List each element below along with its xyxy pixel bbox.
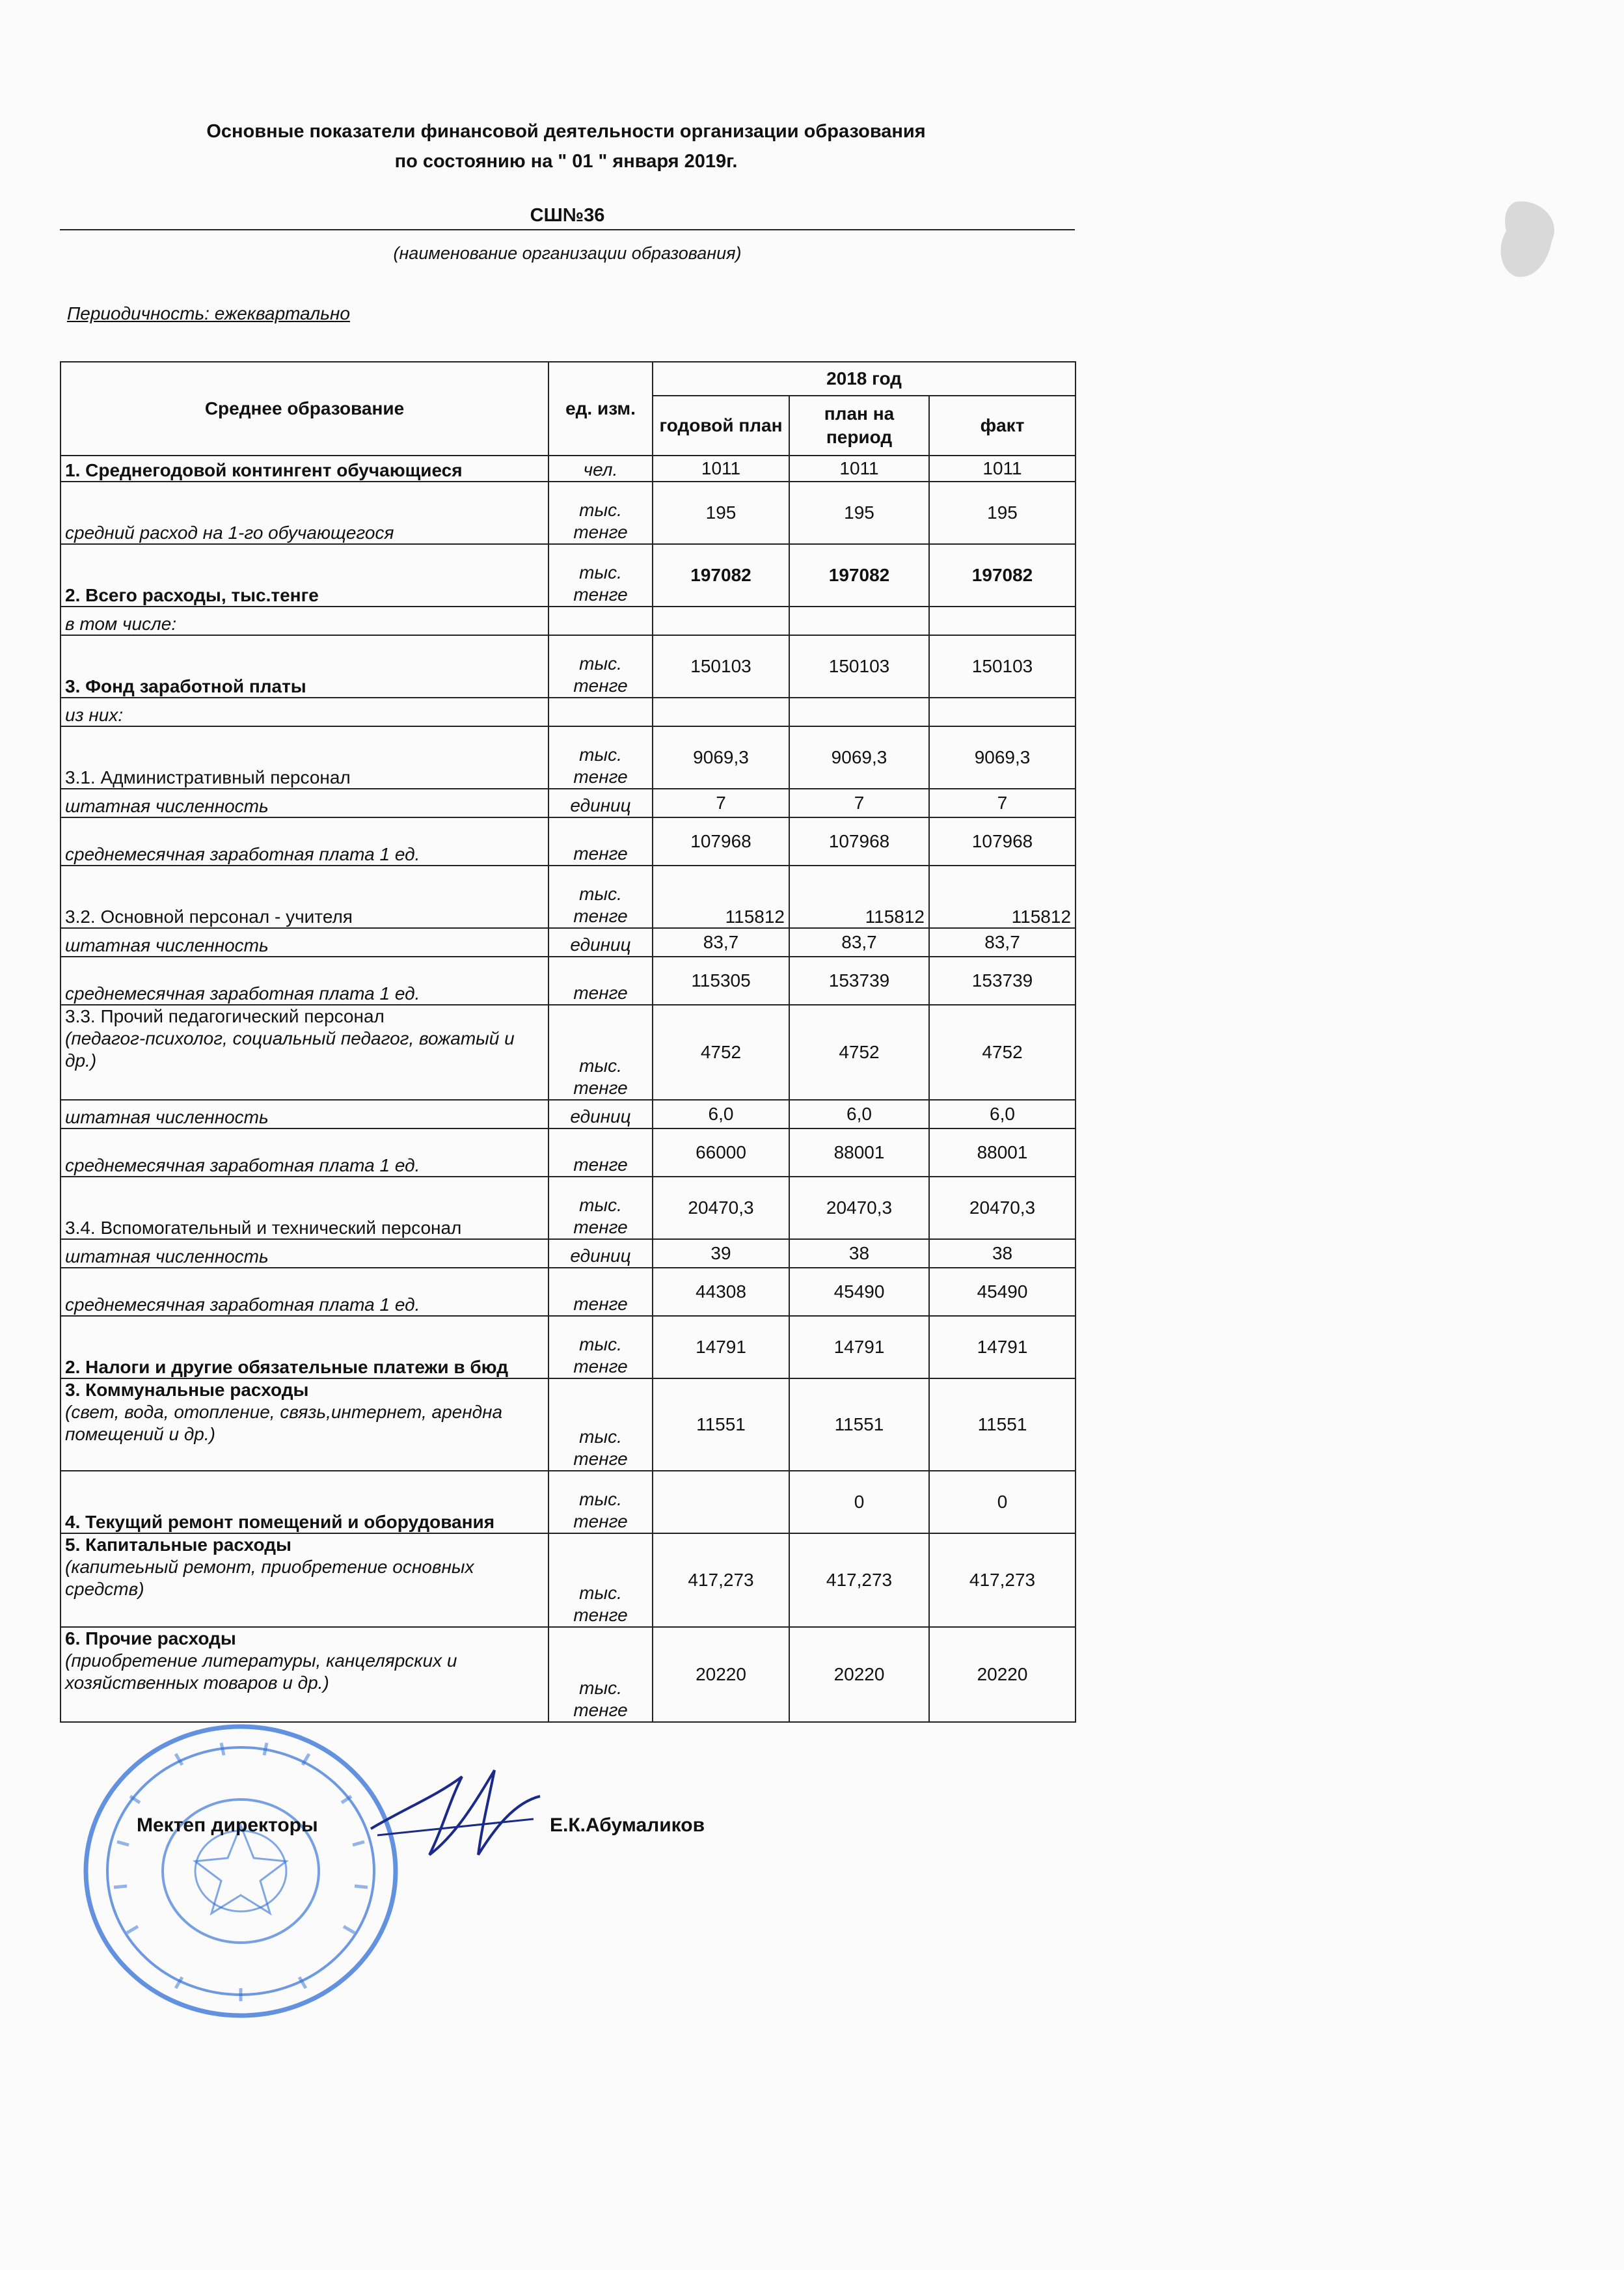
row-unit: единиц xyxy=(548,928,653,957)
value-fact: 417,273 xyxy=(929,1533,1076,1627)
row-unit: тыс. тенге xyxy=(548,635,653,698)
value-fact: 150103 xyxy=(929,635,1076,698)
organization-caption: (наименование организации образования) xyxy=(393,243,742,263)
table-row xyxy=(61,866,1076,928)
row-unit: тыс. тенге xyxy=(548,726,653,789)
value-plan-period: 83,7 xyxy=(789,928,929,957)
value-plan-year xyxy=(653,607,789,635)
value-plan-period xyxy=(789,607,929,635)
value-plan-period: 417,273 xyxy=(789,1533,929,1627)
row-name xyxy=(61,866,548,928)
row-name xyxy=(61,544,548,607)
value-plan-period: 153739 xyxy=(789,957,929,1005)
table-row xyxy=(61,1268,1076,1316)
table-row xyxy=(61,1378,1076,1471)
row-unit: единиц xyxy=(548,1239,653,1268)
row-name-text: среднемесячная заработная плата 1 ед. xyxy=(65,1155,420,1175)
row-unit: тыс. тенге xyxy=(548,1177,653,1239)
table-row xyxy=(61,698,1076,726)
row-name-text: 3. Коммунальные расходы xyxy=(65,1380,309,1400)
value-plan-year: 9069,3 xyxy=(653,726,789,789)
table-row xyxy=(61,789,1076,817)
value-fact: 115812 xyxy=(929,866,1076,928)
value-plan-year xyxy=(653,1471,789,1533)
value-plan-year xyxy=(653,698,789,726)
value-plan-period: 14791 xyxy=(789,1316,929,1378)
row-name-text: из них: xyxy=(65,705,124,725)
value-fact: 38 xyxy=(929,1239,1076,1268)
value-plan-period: 9069,3 xyxy=(789,726,929,789)
value-plan-year: 115305 xyxy=(653,957,789,1005)
row-name xyxy=(61,1239,548,1268)
row-name-subtext: (приобретение литературы, канцелярских и хозяйственных товаров и др.) xyxy=(65,1650,457,1693)
row-unit: тыс. тенге xyxy=(548,544,653,607)
row-name xyxy=(61,1128,548,1177)
table-row xyxy=(61,957,1076,1005)
value-plan-period: 0 xyxy=(789,1471,929,1533)
row-unit: тыс. тенге xyxy=(548,866,653,928)
table-row xyxy=(61,817,1076,866)
row-unit: тенге xyxy=(548,1268,653,1316)
row-name-subtext: (педагог-психолог, социальный педагог, вожатый и др.) xyxy=(65,1028,515,1071)
value-fact: 45490 xyxy=(929,1268,1076,1316)
value-plan-year: 20470,3 xyxy=(653,1177,789,1239)
value-plan-year: 7 xyxy=(653,789,789,817)
round-stamp xyxy=(78,1718,403,2024)
row-unit: тыс. тенге xyxy=(548,482,653,544)
scan-smudge xyxy=(1490,195,1568,286)
row-name-text: 2. Всего расходы, тыс.тенге xyxy=(65,585,319,605)
row-name-text: среднемесячная заработная плата 1 ед. xyxy=(65,983,420,1004)
row-name-text: штатная численность xyxy=(65,1107,269,1127)
row-name xyxy=(61,928,548,957)
header-plan-period: план на период xyxy=(789,396,929,456)
row-unit: тыс. тенге xyxy=(548,1316,653,1378)
value-fact: 11551 xyxy=(929,1378,1076,1471)
row-name xyxy=(61,1316,548,1378)
signature-row xyxy=(137,1814,787,1853)
value-plan-year: 83,7 xyxy=(653,928,789,957)
value-plan-year: 20220 xyxy=(653,1627,789,1722)
row-unit: единиц xyxy=(548,1100,653,1128)
table-row xyxy=(61,1471,1076,1533)
value-plan-period xyxy=(789,698,929,726)
value-fact: 20220 xyxy=(929,1627,1076,1722)
value-plan-year: 1011 xyxy=(653,456,789,482)
value-fact: 6,0 xyxy=(929,1100,1076,1128)
row-name xyxy=(61,1268,548,1316)
director-label: Мектеп директоры xyxy=(137,1814,318,1836)
row-unit: тыс. тенге xyxy=(548,1005,653,1100)
row-unit: единиц xyxy=(548,789,653,817)
value-fact: 83,7 xyxy=(929,928,1076,957)
row-unit: тыс. тенге xyxy=(548,1378,653,1471)
row-name-text: 3.4. Вспомогательный и технический персонал xyxy=(65,1218,462,1238)
table-row xyxy=(61,544,1076,607)
value-plan-period: 4752 xyxy=(789,1005,929,1100)
organization-name: СШ№36 xyxy=(60,205,1075,230)
row-name-text: среднемесячная заработная плата 1 ед. xyxy=(65,1294,420,1315)
row-name-text: 4. Текущий ремонт помещений и оборудования xyxy=(65,1512,495,1532)
row-name xyxy=(61,1533,548,1627)
table-row xyxy=(61,1177,1076,1239)
value-plan-period: 197082 xyxy=(789,544,929,607)
value-plan-year: 66000 xyxy=(653,1128,789,1177)
row-name-text: 5. Капитальные расходы xyxy=(65,1535,291,1555)
table-row xyxy=(61,928,1076,957)
value-plan-period: 150103 xyxy=(789,635,929,698)
table-row xyxy=(61,1100,1076,1128)
row-name xyxy=(61,726,548,789)
value-plan-year: 115812 xyxy=(653,866,789,928)
row-name-text: 2. Налоги и другие обязательные платежи в бюд xyxy=(65,1357,508,1377)
financial-report-table xyxy=(60,361,1076,1723)
row-name-text: штатная численность xyxy=(65,1246,269,1266)
row-unit: чел. xyxy=(548,456,653,482)
table-row xyxy=(61,1627,1076,1722)
value-plan-period: 88001 xyxy=(789,1128,929,1177)
value-plan-year: 150103 xyxy=(653,635,789,698)
header-fact: факт xyxy=(929,396,1076,456)
value-plan-period: 38 xyxy=(789,1239,929,1268)
value-fact: 7 xyxy=(929,789,1076,817)
row-name-text: 1. Среднегодовой контингент обучающиеся xyxy=(65,460,463,480)
value-plan-year: 417,273 xyxy=(653,1533,789,1627)
header-unit: ед. изм. xyxy=(548,362,653,456)
row-name-text: 3. Фонд заработной платы xyxy=(65,676,306,696)
header-plan-year: годовой план xyxy=(653,396,789,456)
row-unit xyxy=(548,698,653,726)
value-fact: 153739 xyxy=(929,957,1076,1005)
row-name-subtext: (капитеьный ремонт, приобретение основных средств) xyxy=(65,1557,474,1599)
value-plan-year: 14791 xyxy=(653,1316,789,1378)
value-fact: 197082 xyxy=(929,544,1076,607)
table-row xyxy=(61,482,1076,544)
row-name xyxy=(61,482,548,544)
row-name xyxy=(61,1177,548,1239)
row-name xyxy=(61,957,548,1005)
value-plan-year: 4752 xyxy=(653,1005,789,1100)
value-plan-period: 11551 xyxy=(789,1378,929,1471)
document-date-line: по состоянию на " 01 " января 2019г. xyxy=(394,151,738,172)
value-plan-year: 107968 xyxy=(653,817,789,866)
value-fact: 0 xyxy=(929,1471,1076,1533)
row-unit: тыс. тенге xyxy=(548,1471,653,1533)
row-name-text: 3.3. Прочий педагогический персонал xyxy=(65,1006,385,1026)
row-unit: тыс. тенге xyxy=(548,1627,653,1722)
value-plan-period: 45490 xyxy=(789,1268,929,1316)
row-name xyxy=(61,789,548,817)
value-plan-period: 107968 xyxy=(789,817,929,866)
row-name xyxy=(61,1378,548,1471)
row-name xyxy=(61,456,548,482)
periodicity-note: Периодичность: ежеквартально xyxy=(67,303,350,323)
row-name-text: в том числе: xyxy=(65,614,177,634)
value-plan-year: 197082 xyxy=(653,544,789,607)
table-row xyxy=(61,456,1076,482)
row-name xyxy=(61,817,548,866)
row-name xyxy=(61,1005,548,1100)
table-row xyxy=(61,635,1076,698)
row-name-text: 6. Прочие расходы xyxy=(65,1628,236,1648)
value-plan-period: 1011 xyxy=(789,456,929,482)
row-name-text: средний расход на 1-го обучающегося xyxy=(65,523,394,543)
row-name xyxy=(61,1627,548,1722)
value-plan-year: 195 xyxy=(653,482,789,544)
value-fact: 14791 xyxy=(929,1316,1076,1378)
row-unit xyxy=(548,607,653,635)
row-unit: тыс. тенге xyxy=(548,1533,653,1627)
row-name xyxy=(61,607,548,635)
value-fact: 9069,3 xyxy=(929,726,1076,789)
document-title: Основные показатели финансовой деятельности организации образования xyxy=(206,121,926,142)
row-unit: тенге xyxy=(548,1128,653,1177)
row-name-text: 3.2. Основной персонал - учителя xyxy=(65,907,353,927)
value-plan-period: 7 xyxy=(789,789,929,817)
value-fact: 1011 xyxy=(929,456,1076,482)
value-plan-period: 195 xyxy=(789,482,929,544)
value-plan-year: 44308 xyxy=(653,1268,789,1316)
table-row xyxy=(61,1316,1076,1378)
value-fact: 20470,3 xyxy=(929,1177,1076,1239)
header-year: 2018 год xyxy=(653,362,1076,396)
value-plan-year: 11551 xyxy=(653,1378,789,1471)
value-fact: 4752 xyxy=(929,1005,1076,1100)
director-name: Е.К.Абумаликов xyxy=(550,1814,705,1836)
table-row xyxy=(61,1239,1076,1268)
value-fact: 88001 xyxy=(929,1128,1076,1177)
row-name-text: штатная численность xyxy=(65,796,269,816)
value-fact: 195 xyxy=(929,482,1076,544)
value-plan-year: 6,0 xyxy=(653,1100,789,1128)
table-row xyxy=(61,726,1076,789)
value-plan-period: 6,0 xyxy=(789,1100,929,1128)
value-plan-period: 20470,3 xyxy=(789,1177,929,1239)
table-row xyxy=(61,1128,1076,1177)
table-row xyxy=(61,607,1076,635)
value-fact xyxy=(929,607,1076,635)
row-name-text: штатная численность xyxy=(65,935,269,955)
value-plan-year: 39 xyxy=(653,1239,789,1268)
table-row xyxy=(61,1533,1076,1627)
row-unit: тенге xyxy=(548,957,653,1005)
row-name-text: 3.1. Административный персонал xyxy=(65,767,351,787)
header-name: Среднее образование xyxy=(61,362,548,456)
row-name-text: среднемесячная заработная плата 1 ед. xyxy=(65,844,420,864)
value-fact: 107968 xyxy=(929,817,1076,866)
row-unit: тенге xyxy=(548,817,653,866)
row-name xyxy=(61,698,548,726)
row-name xyxy=(61,1471,548,1533)
row-name xyxy=(61,635,548,698)
value-plan-period: 20220 xyxy=(789,1627,929,1722)
table-row xyxy=(61,1005,1076,1100)
row-name xyxy=(61,1100,548,1128)
row-name-subtext: (свет, вода, отопление, связь,интернет, арендна помещений и др.) xyxy=(65,1402,503,1444)
value-fact xyxy=(929,698,1076,726)
value-plan-period: 115812 xyxy=(789,866,929,928)
